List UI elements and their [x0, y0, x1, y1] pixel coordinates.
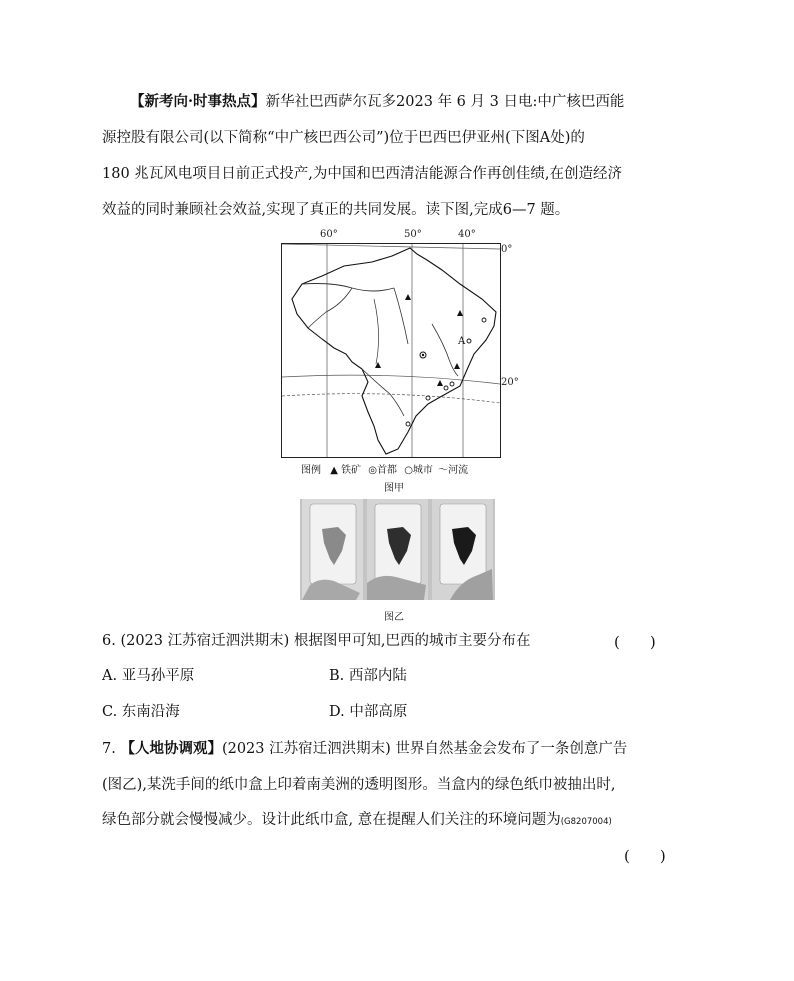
photos-caption: 图乙	[384, 612, 404, 623]
iron-mark-4	[437, 380, 443, 386]
lon-label-50: 50°	[404, 229, 422, 240]
legend-capital: 首都	[377, 465, 397, 476]
lon-label-60: 60°	[320, 229, 338, 240]
sao-francisco-river	[432, 324, 458, 376]
city-mark-4	[426, 396, 430, 400]
q7-line-1-text: (2023 江苏宿迁泗洪期末) 世界自然基金会发布了一条创意广告	[221, 741, 628, 757]
parallel-20s	[282, 375, 500, 384]
city-mark-2	[467, 339, 471, 343]
lat-label-20: 20°	[501, 377, 519, 388]
q6-option-a: A. 亚马孙平原	[102, 668, 195, 684]
q6-stem: 6. (2023 江苏宿迁泗洪期末) 根据图甲可知,巴西的城市主要分布在	[102, 633, 531, 649]
city-mark-1	[482, 318, 486, 322]
legend-title: 图例	[301, 465, 321, 476]
q7-answer-bracket: ( )	[624, 847, 666, 865]
iron-legend-icon: ▲	[330, 465, 338, 476]
q6-option-c: C. 东南沿海	[102, 704, 180, 720]
intro-tag: 【新考向·时事热点】	[130, 93, 266, 110]
amazon-river	[302, 284, 394, 292]
q7-line-3	[102, 810, 692, 832]
capital-dot	[422, 354, 424, 356]
lon-label-40: 40°	[458, 229, 476, 240]
brazil-map-svg	[282, 244, 500, 457]
city-mark-6	[450, 382, 454, 386]
q7-line-1	[102, 739, 692, 759]
intro-line-3: 180 兆瓦风电项目日前正式投产,为中国和巴西清洁能源合作再创佳绩,在创造经济	[102, 166, 623, 182]
tributary-west	[308, 288, 352, 328]
map-legend	[301, 461, 468, 476]
tissue-box-photos-svg	[300, 499, 495, 600]
equator	[282, 244, 500, 249]
intro-line-1-text: 新华社巴西萨尔瓦多2023 年 6 月 3 日电:中广核巴西能	[265, 94, 625, 110]
iron-mark-1	[405, 294, 411, 300]
q6-answer-bracket: ( )	[614, 633, 656, 651]
city-mark-5	[406, 422, 410, 426]
tissue-box-photos	[300, 499, 495, 600]
map-caption: 图甲	[384, 483, 404, 494]
capital-legend-icon: ◎	[368, 465, 377, 476]
q7-tag: 【人地协调观】	[120, 740, 222, 757]
iron-mark-3	[454, 363, 460, 369]
iron-mark-2	[457, 310, 463, 316]
tocantins-river	[394, 288, 408, 344]
lat-label-0: 0°	[501, 244, 513, 255]
intro-line-1	[130, 92, 720, 112]
river-legend-icon: 〜	[438, 465, 449, 476]
city-legend-icon: ○	[404, 465, 413, 476]
q7-code: (G8207004)	[560, 817, 612, 827]
xingu-river	[374, 299, 379, 364]
city-mark-3	[444, 386, 448, 390]
brazil-outline	[292, 248, 496, 454]
q7-line-2: (图乙),某洗手间的纸巾盒上印着南美洲的透明图形。当盒内的绿色纸巾被抽出时,	[102, 777, 616, 793]
q6-option-d: D. 中部高原	[329, 704, 408, 720]
legend-iron: 铁矿	[341, 465, 362, 476]
intro-line-2: 源控股有限公司(以下简称“中广核巴西公司”)位于巴西巴伊亚州(下图A处)的	[102, 130, 585, 146]
legend-river: 河流	[448, 465, 469, 476]
q7-line-3-text: 绿色部分就会慢慢减少。设计此纸巾盒, 意在提醒人们关注的环境问题为	[102, 812, 561, 828]
point-a-label: A	[458, 336, 466, 347]
q7-number: 7.	[102, 741, 121, 757]
legend-city: 城市	[412, 465, 433, 476]
q6-option-b: B. 西部内陆	[329, 668, 407, 684]
brazil-map	[281, 243, 501, 458]
intro-line-4: 效益的同时兼顾社会效益,实现了真正的共同发展。读下图,完成6—7 题。	[102, 202, 570, 218]
